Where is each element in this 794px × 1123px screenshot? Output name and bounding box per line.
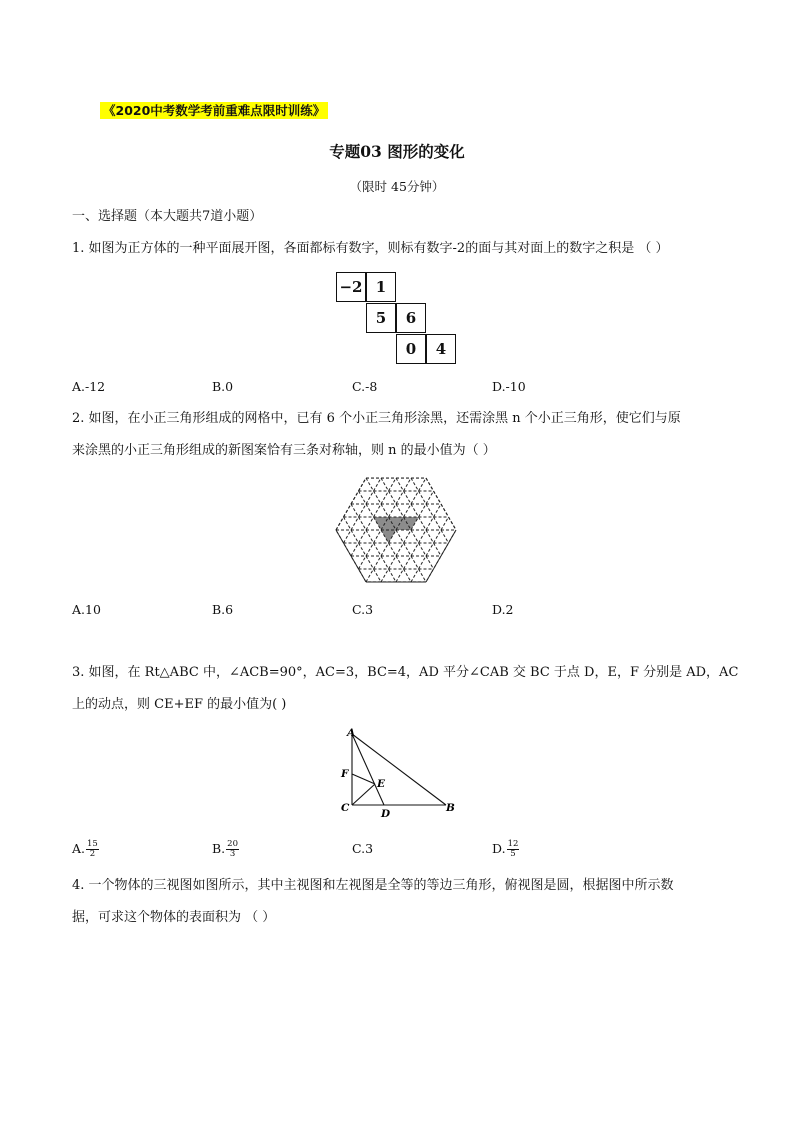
grid-line bbox=[434, 543, 442, 556]
page-title: 专题03 图形的变化 bbox=[329, 142, 465, 161]
grid-line bbox=[389, 504, 397, 517]
grid-line bbox=[411, 569, 419, 582]
grid-line bbox=[419, 556, 427, 569]
question-3-stem-line-2: 上的动点，则 CE+EF 的最小值为( ) bbox=[72, 697, 287, 712]
label-b: B bbox=[446, 802, 455, 814]
grid-line bbox=[389, 478, 397, 491]
grid-line bbox=[389, 569, 397, 582]
grid-line bbox=[359, 504, 367, 517]
grid-line bbox=[359, 517, 367, 530]
grid-line bbox=[419, 543, 427, 556]
net-cell: 1 bbox=[366, 272, 396, 302]
q2-option-c[interactable]: C.3 bbox=[352, 602, 374, 617]
denominator: 2 bbox=[89, 849, 96, 859]
denominator: 3 bbox=[229, 849, 236, 859]
grid-line bbox=[366, 478, 374, 491]
grid-line bbox=[381, 504, 389, 517]
segment-ab bbox=[352, 734, 446, 805]
grid-line bbox=[396, 530, 404, 543]
grid-line bbox=[374, 491, 382, 504]
q3-option-c[interactable] bbox=[352, 836, 373, 862]
grid-line bbox=[344, 517, 352, 530]
grid-line bbox=[381, 556, 389, 569]
label-c: C bbox=[341, 802, 350, 814]
grid-line bbox=[419, 491, 427, 504]
grid-line bbox=[411, 491, 419, 504]
fraction bbox=[226, 840, 239, 859]
grid-line bbox=[426, 543, 434, 556]
grid-line bbox=[351, 517, 359, 530]
grid-line bbox=[381, 491, 389, 504]
grid-line bbox=[366, 517, 374, 530]
grid-line bbox=[411, 530, 419, 543]
q1-option-a[interactable]: A.-12 bbox=[72, 379, 106, 394]
grid-line bbox=[396, 491, 404, 504]
grid-line bbox=[426, 517, 434, 530]
net-cell: 6 bbox=[396, 303, 426, 333]
grid-line bbox=[351, 530, 359, 543]
grid-line bbox=[359, 543, 367, 556]
grid-line bbox=[396, 478, 404, 491]
grid-line bbox=[434, 504, 442, 517]
grid-line bbox=[366, 530, 374, 543]
q3-option-d[interactable] bbox=[492, 836, 519, 862]
cube-net-figure bbox=[336, 272, 460, 364]
q1-option-b[interactable]: B.0 bbox=[212, 379, 234, 394]
grid-line bbox=[359, 491, 367, 504]
q2-option-d[interactable]: D.2 bbox=[492, 602, 514, 617]
grid-line bbox=[374, 530, 382, 543]
segment-ce bbox=[352, 784, 375, 805]
grid-line bbox=[419, 478, 427, 491]
grid-line bbox=[374, 569, 382, 582]
grid-line bbox=[419, 530, 427, 543]
grid-line bbox=[426, 504, 434, 517]
grid-line bbox=[396, 556, 404, 569]
grid-line bbox=[411, 504, 419, 517]
grid-line bbox=[404, 556, 412, 569]
series-banner: 《2020中考数学考前重难点限时训练》 bbox=[100, 102, 328, 119]
grid-line bbox=[351, 504, 359, 517]
segment-ef bbox=[352, 774, 375, 784]
grid-line bbox=[366, 504, 374, 517]
grid-line bbox=[411, 556, 419, 569]
fraction bbox=[507, 840, 520, 859]
grid-line bbox=[426, 491, 434, 504]
question-4-stem-line-2: 据，可求这个物体的表面积为 （ ） bbox=[72, 910, 276, 925]
label-d: D bbox=[381, 808, 391, 820]
grid-line bbox=[404, 491, 412, 504]
triangle-grid-figure bbox=[333, 474, 459, 586]
q3-option-b[interactable] bbox=[212, 836, 239, 862]
grid-line bbox=[366, 556, 374, 569]
q1-option-c[interactable]: C.-8 bbox=[352, 379, 378, 394]
grid-line bbox=[419, 569, 427, 582]
net-cell: 5 bbox=[366, 303, 396, 333]
grid-line bbox=[381, 569, 389, 582]
q2-option-b[interactable]: B.6 bbox=[212, 602, 234, 617]
grid-line bbox=[389, 491, 397, 504]
q3-option-a[interactable] bbox=[72, 836, 99, 862]
grid-line bbox=[404, 543, 412, 556]
grid-line bbox=[374, 504, 382, 517]
section-heading: 一、选择题（本大题共7道小题） bbox=[72, 209, 263, 224]
grid-line bbox=[359, 530, 367, 543]
denominator: 5 bbox=[510, 849, 516, 859]
grid-line bbox=[374, 556, 382, 569]
grid-line bbox=[359, 556, 367, 569]
grid-line bbox=[396, 569, 404, 582]
right-triangle-figure bbox=[336, 726, 460, 820]
question-3-stem-line-1: 3. 如图，在 Rt△ABC 中，∠ACB=90°，AC=3，BC=4，AD 平分∠CAB 交 BC 于点 D，E，F 分别是 AD，AC bbox=[72, 665, 739, 680]
grid-line bbox=[441, 517, 449, 530]
option-value: 3 bbox=[365, 841, 374, 856]
grid-line bbox=[404, 569, 412, 582]
question-1-stem: 1. 如图为正方体的一种平面展开图，各面都标有数字，则标有数字-2的面与其对面上的数字之积是 （ ） bbox=[72, 241, 669, 256]
q2-option-a[interactable]: A.10 bbox=[72, 602, 101, 617]
net-cell: −2 bbox=[336, 272, 366, 302]
grid-line bbox=[411, 478, 419, 491]
question-4-stem-line-1: 4. 一个物体的三视图如图所示，其中主视图和左视图是全等的等边三角形，俯视图是圆，根据图中所示数 bbox=[72, 878, 674, 893]
option-prefix: C. bbox=[352, 841, 366, 856]
grid-line bbox=[426, 556, 434, 569]
fraction bbox=[86, 840, 99, 859]
q1-option-d[interactable]: D.-10 bbox=[492, 379, 526, 394]
label-f: F bbox=[341, 768, 349, 780]
grid-line bbox=[381, 478, 389, 491]
grid-line bbox=[374, 478, 382, 491]
grid-line bbox=[381, 543, 389, 556]
grid-line bbox=[366, 543, 374, 556]
net-cell: 4 bbox=[426, 334, 456, 364]
grid-line bbox=[374, 543, 382, 556]
grid-line bbox=[404, 530, 412, 543]
grid-line bbox=[434, 530, 442, 543]
grid-line bbox=[396, 504, 404, 517]
time-limit: （限时 45分钟） bbox=[349, 179, 445, 194]
shaded-triangle bbox=[381, 530, 396, 543]
net-cell: 0 bbox=[396, 334, 426, 364]
grid-line bbox=[344, 530, 352, 543]
label-a: A bbox=[347, 727, 356, 739]
grid-line bbox=[419, 517, 427, 530]
grid-line bbox=[389, 543, 397, 556]
grid-line bbox=[351, 543, 359, 556]
segment-ad bbox=[352, 734, 384, 805]
grid-line bbox=[366, 569, 374, 582]
numerator: 20 bbox=[227, 839, 238, 849]
grid-line bbox=[426, 530, 434, 543]
numerator: 12 bbox=[507, 839, 519, 849]
option-prefix: B. bbox=[212, 841, 226, 856]
option-prefix: D. bbox=[492, 841, 506, 856]
grid-line bbox=[419, 504, 427, 517]
question-2-stem-line-2: 来涂黑的小正三角形组成的新图案恰有三条对称轴，则 n 的最小值为（ ） bbox=[72, 443, 496, 458]
grid-line bbox=[441, 530, 449, 543]
grid-line bbox=[411, 543, 419, 556]
grid-line bbox=[366, 491, 374, 504]
grid-line bbox=[404, 478, 412, 491]
label-e: E bbox=[377, 778, 386, 790]
grid-line bbox=[389, 556, 397, 569]
question-2-stem-line-1: 2. 如图，在小正三角形组成的网格中，已有 6 个小正三角形涂黑，还需涂黑 n 个小正三角形，使它们与原 bbox=[72, 411, 681, 426]
grid-line bbox=[434, 517, 442, 530]
option-prefix: A. bbox=[72, 841, 86, 856]
grid-line bbox=[396, 543, 404, 556]
grid-line bbox=[404, 504, 412, 517]
numerator: 15 bbox=[87, 839, 98, 849]
